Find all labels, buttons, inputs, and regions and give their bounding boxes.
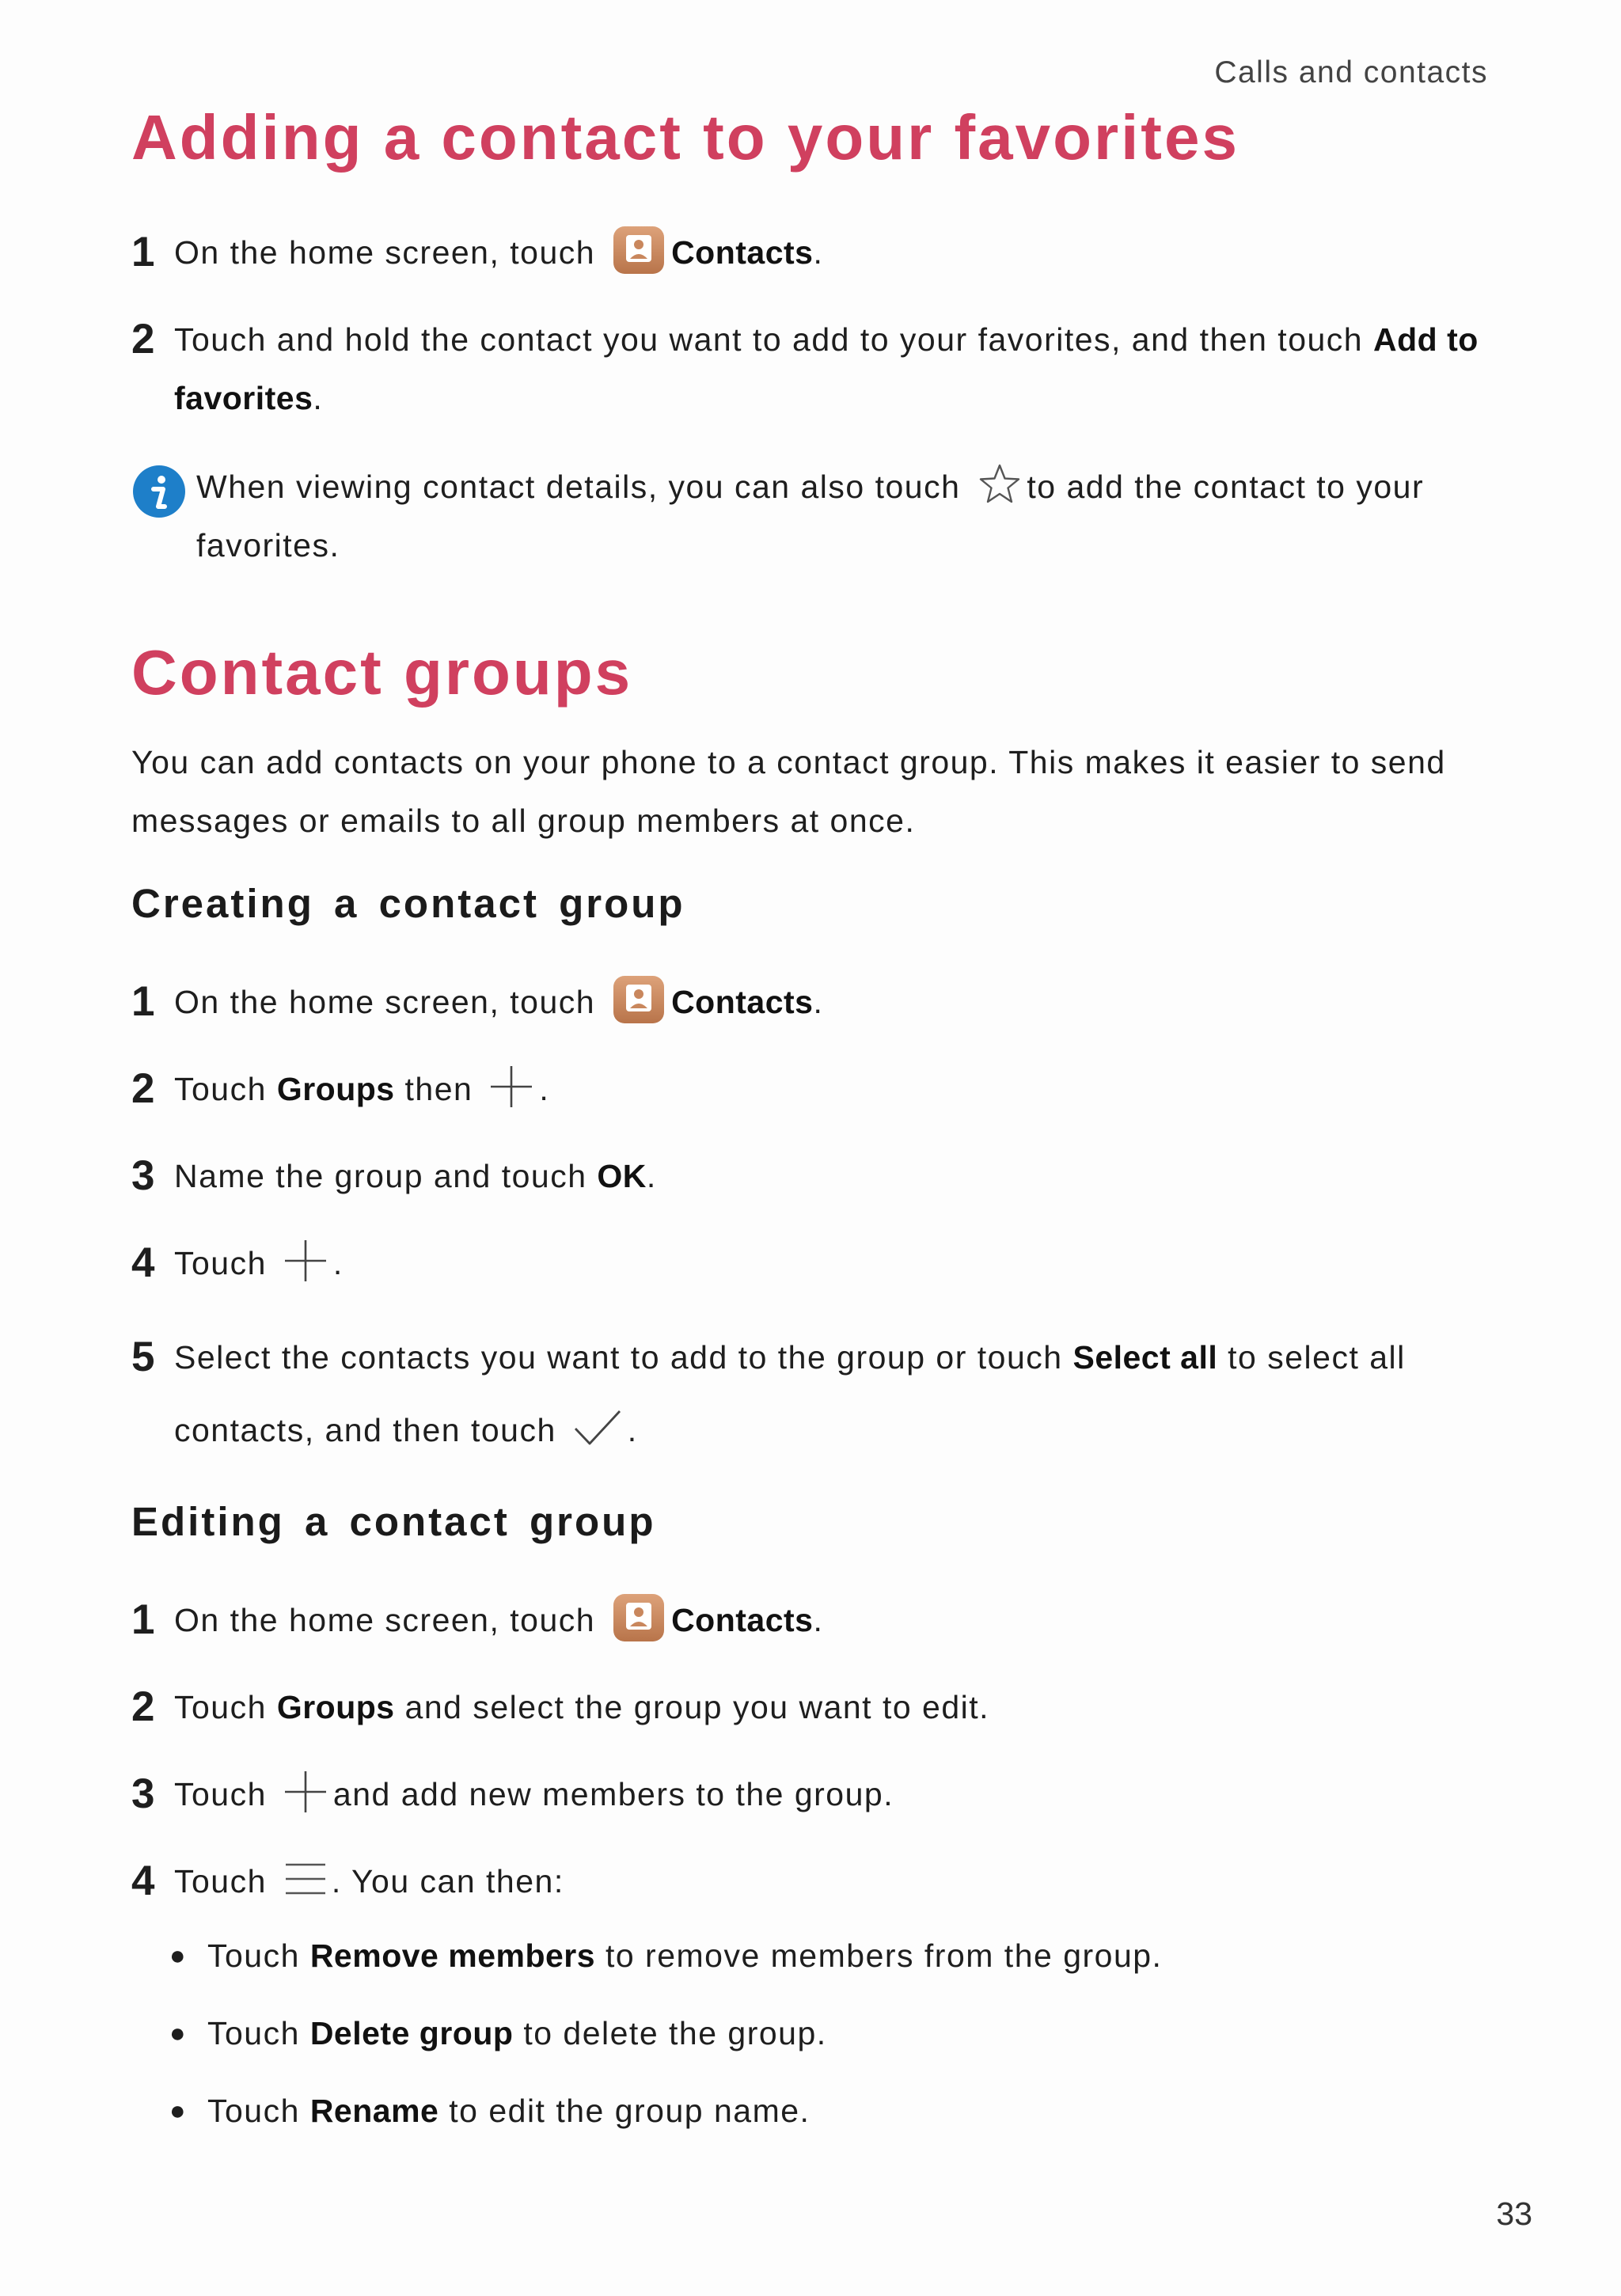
step-number: 3 [131, 1770, 156, 1817]
plus-icon [283, 1769, 328, 1815]
step-text: Touch Groups and select the group you want to edit. [174, 1689, 990, 1725]
step-text: On the home screen, touch Contacts. [174, 1591, 1493, 1649]
step-number: 1 [131, 229, 156, 275]
creating-step-3 [131, 1147, 1493, 1205]
groups-heading: Contact groups [131, 637, 633, 708]
step-number: 1 [131, 978, 156, 1025]
step-number: 2 [131, 316, 156, 362]
editing-step-2 [131, 1678, 1493, 1736]
info-icon [131, 457, 187, 519]
step-number: 2 [131, 1683, 156, 1730]
contacts-app-icon [613, 226, 665, 275]
editing-bullet-remove [131, 1926, 1493, 1985]
favorites-step-2 [131, 310, 1493, 427]
star-icon [978, 462, 1022, 507]
step-number: 1 [131, 1596, 156, 1643]
step-text: Touch and hold the contact you want to add to your favorites, and then touch Add to favorites. [174, 321, 1479, 416]
step-number: 2 [131, 1065, 156, 1112]
creating-heading: Creating a contact group [131, 881, 685, 926]
step-text: On the home screen, touch Contacts. [174, 973, 1493, 1031]
step-text: Touch . You can then: [174, 1852, 1493, 1911]
checkmark-icon [572, 1408, 623, 1448]
editing-step-3 [131, 1765, 1493, 1824]
step-number: 4 [131, 1239, 156, 1286]
page-content [131, 101, 1493, 2140]
editing-step-4 [131, 1852, 1493, 1911]
step-number: 4 [131, 1858, 156, 1904]
step-text: Touch . [174, 1234, 1493, 1292]
contacts-app-icon [613, 1593, 665, 1642]
note-text: When viewing contact details, you can also touch to add the contact to your favorites. [187, 457, 1493, 575]
chapter-header: Calls and contacts [1214, 55, 1488, 89]
step-text: Select the contacts you want to add to the group or touch Select all to select all contacts, and then touch . [174, 1339, 1406, 1448]
step-text: Name the group and touch OK. [174, 1158, 657, 1194]
editing-heading: Editing a contact group [131, 1499, 656, 1544]
bullet-text: Touch Remove members to remove members from the group. [207, 1937, 1163, 1974]
menu-icon [283, 1860, 328, 1898]
creating-step-2 [131, 1060, 1493, 1118]
favorites-note [131, 457, 1493, 575]
editing-bullet-rename [131, 2082, 1493, 2140]
editing-bullet-delete [131, 2004, 1493, 2063]
step-text: On the home screen, touch Contacts. [174, 223, 1493, 282]
bullet-text: Touch Rename to edit the group name. [207, 2093, 810, 2129]
bullet-dot: ● [169, 1941, 188, 1971]
creating-step-4 [131, 1234, 1493, 1292]
bullet-dot: ● [169, 2096, 188, 2126]
step-text: Touch Groups then . [174, 1060, 1493, 1118]
step-number: 5 [131, 1334, 156, 1380]
step-number: 3 [131, 1152, 156, 1199]
creating-step-5 [131, 1321, 1493, 1467]
editing-step-1 [131, 1591, 1493, 1649]
favorites-step-1 [131, 223, 1493, 282]
favorites-heading: Adding a contact to your favorites [131, 102, 1239, 173]
groups-intro: You can add contacts on your phone to a contact group. This makes it easier to send messages or emails to all group members at once. [131, 744, 1446, 839]
step-text: Touch and add new members to the group. [174, 1765, 1493, 1824]
plus-icon [283, 1238, 328, 1284]
page-number: 33 [1496, 2195, 1532, 2232]
contacts-app-icon [613, 975, 665, 1024]
plus-icon [488, 1064, 534, 1110]
creating-step-1 [131, 973, 1493, 1031]
bullet-text: Touch Delete group to delete the group. [207, 2015, 827, 2051]
bullet-dot: ● [169, 2018, 188, 2048]
